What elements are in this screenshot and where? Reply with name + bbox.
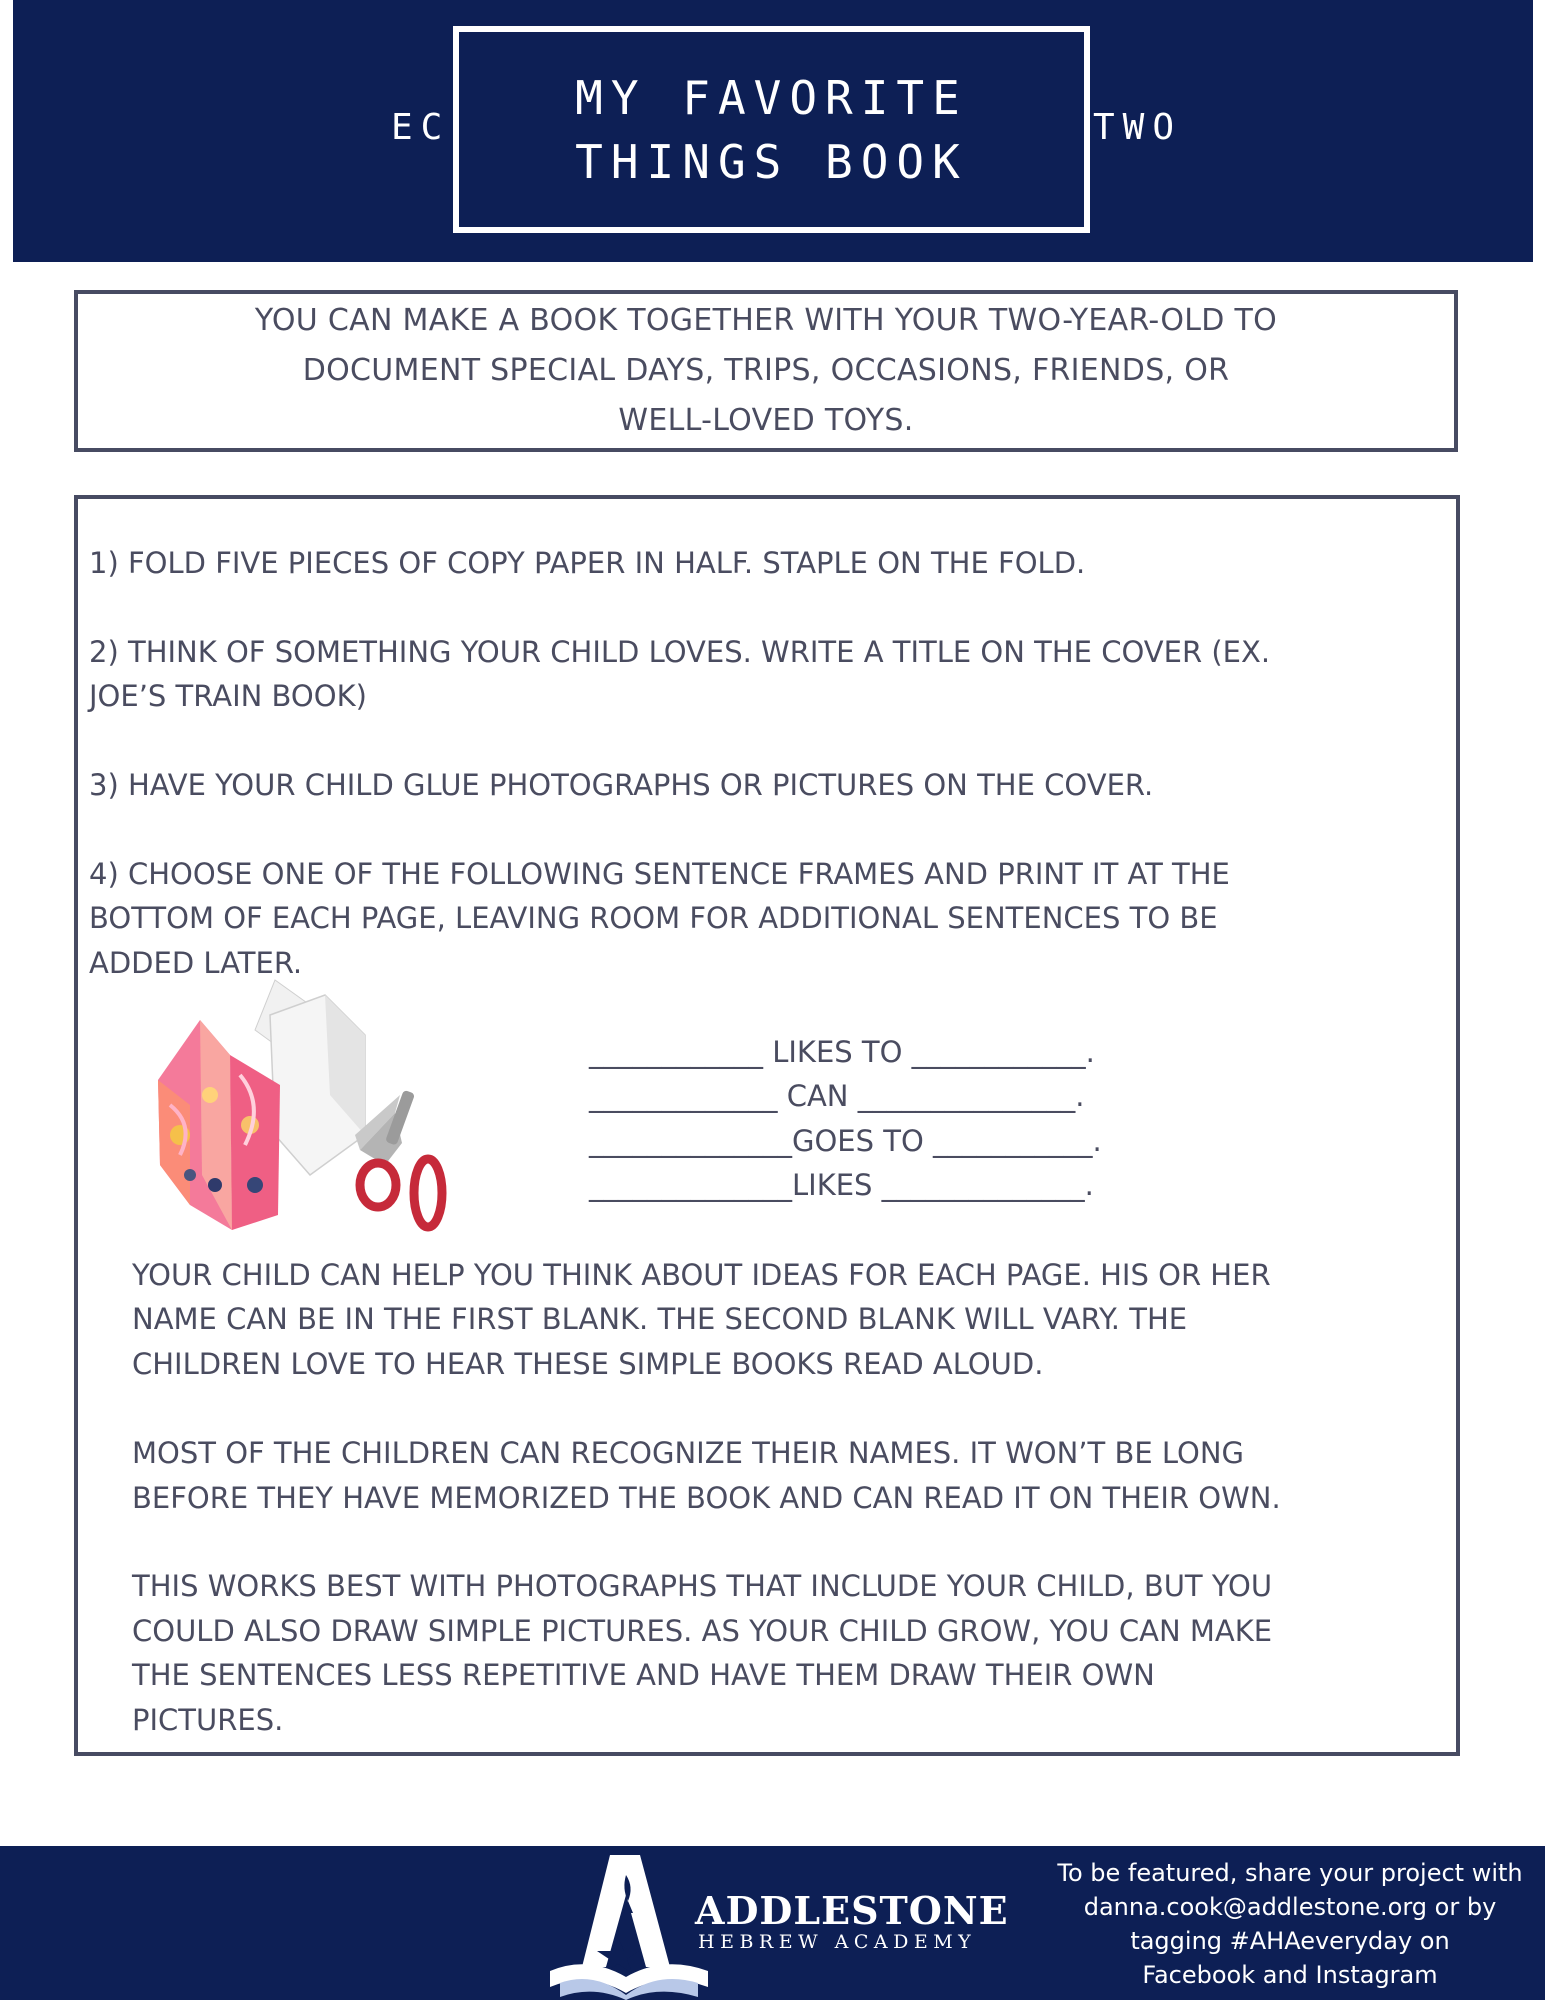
- promo-line: tagging #AHAeveryday on: [1130, 1927, 1450, 1955]
- paragraph-line: THE SENTENCES LESS REPETITIVE AND HAVE THEM DRAW THEIR OWN: [132, 1658, 1155, 1692]
- sentence-frame: _____________ CAN _______________.: [589, 1079, 1085, 1113]
- header-banner: [13, 0, 1533, 262]
- folded-book-and-scissors-illustration: [150, 975, 450, 1250]
- sentence-frame: ______________GOES TO ___________.: [589, 1124, 1102, 1158]
- logo-wordmark: ADDLESTONE: [695, 1888, 1009, 1933]
- step-4-line: 4) CHOOSE ONE OF THE FOLLOWING SENTENCE FRAMES AND PRINT IT AT THE: [89, 857, 1230, 891]
- paragraph-line: THIS WORKS BEST WITH PHOTOGRAPHS THAT INCLUDE YOUR CHILD, BUT YOU: [132, 1569, 1273, 1603]
- paragraph-line: YOUR CHILD CAN HELP YOU THINK ABOUT IDEAS FOR EACH PAGE. HIS OR HER: [132, 1258, 1271, 1292]
- sentence-frame: ____________ LIKES TO ____________.: [589, 1035, 1095, 1069]
- page-title-line-1: MY FAVORITE: [575, 70, 968, 125]
- logo-subtitle: HEBREW ACADEMY: [698, 1931, 977, 1953]
- step-2-line: JOE’S TRAIN BOOK): [89, 679, 367, 713]
- paragraph-line: COULD ALSO DRAW SIMPLE PICTURES. AS YOUR CHILD GROW, YOU CAN MAKE: [132, 1614, 1273, 1648]
- step-1-line: 1) FOLD FIVE PIECES OF COPY PAPER IN HALF. STAPLE ON THE FOLD.: [89, 546, 1086, 580]
- title-box: [453, 26, 1090, 233]
- intro-line: WELL-LOVED TOYS.: [618, 403, 914, 438]
- intro-line: DOCUMENT SPECIAL DAYS, TRIPS, OCCASIONS, FRIENDS, OR: [302, 353, 1230, 388]
- paragraph-line: MOST OF THE CHILDREN CAN RECOGNIZE THEIR NAMES. IT WON’T BE LONG: [132, 1436, 1244, 1470]
- share-promo: [1045, 1856, 1535, 1992]
- promo-line: danna.cook@addlestone.org or by: [1083, 1893, 1497, 1921]
- step-4-line: BOTTOM OF EACH PAGE, LEAVING ROOM FOR ADDITIONAL SENTENCES TO BE: [89, 901, 1218, 935]
- sentence-frame: ______________LIKES ______________.: [589, 1168, 1094, 1202]
- header-left-label: EC: [391, 107, 451, 148]
- paragraph-line: NAME CAN BE IN THE FIRST BLANK. THE SECOND BLANK WILL VARY. THE: [132, 1302, 1188, 1336]
- intro-box: [74, 290, 1458, 452]
- step-4-line: ADDED LATER.: [89, 946, 303, 980]
- step-2-line: 2) THINK OF SOMETHING YOUR CHILD LOVES. WRITE A TITLE ON THE COVER (EX.: [89, 635, 1271, 669]
- paragraph-line: PICTURES.: [132, 1703, 284, 1737]
- intro-line: YOU CAN MAKE A BOOK TOGETHER WITH YOUR TWO-YEAR-OLD TO: [254, 303, 1278, 338]
- promo-line: To be featured, share your project with: [1057, 1859, 1523, 1887]
- header-right-label: TWO: [1093, 107, 1183, 148]
- promo-line: Facebook and Instagram: [1142, 1961, 1438, 1989]
- paragraph-line: BEFORE THEY HAVE MEMORIZED THE BOOK AND CAN READ IT ON THEIR OWN.: [132, 1481, 1281, 1515]
- paragraph-line: CHILDREN LOVE TO HEAR THESE SIMPLE BOOKS READ ALOUD.: [132, 1347, 1044, 1381]
- page-title-line-2: THINGS BOOK: [575, 134, 968, 189]
- addlestone-logo-icon: [548, 1855, 713, 2000]
- step-3-line: 3) HAVE YOUR CHILD GLUE PHOTOGRAPHS OR PICTURES ON THE COVER.: [89, 768, 1154, 802]
